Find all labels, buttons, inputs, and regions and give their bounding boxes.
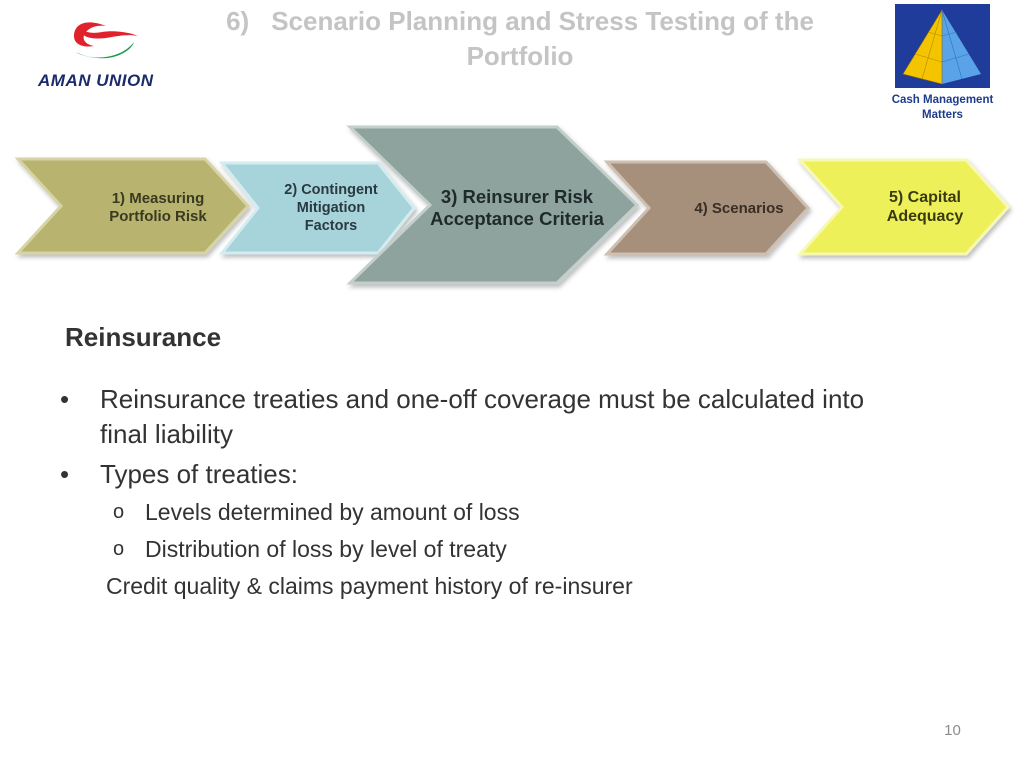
step-5-line-1: 5) Capital (888, 189, 961, 206)
step-2-line-2: Mitigation (296, 200, 366, 216)
step-3-line-2: Acceptance Criteria (430, 208, 604, 229)
sub-bullet-item (113, 497, 945, 527)
bullet-item (60, 382, 960, 452)
circle-bullet-icon: o (113, 501, 125, 523)
step-2-line-1: 2) Contingent (284, 182, 378, 198)
step-3-label (412, 184, 622, 232)
title-number: 6) (226, 6, 250, 36)
pyramid-caption-line-1: Cash Management (891, 94, 994, 106)
bullet-dot-icon: • (60, 459, 70, 489)
step-5-label (862, 186, 988, 228)
title-line-2: Portfolio (466, 41, 574, 71)
step-3-line-1: 3) Reinsurer Risk (440, 186, 594, 207)
brand-name: AMAN UNION (38, 71, 154, 90)
title-line-1: Scenario Planning and Stress Testing of the (271, 6, 814, 36)
process-flow (0, 0, 1024, 300)
step-2-line-3: Factors (304, 218, 358, 234)
bullet-item (60, 457, 960, 492)
step-4-line-1: 4) Scenarios (694, 199, 784, 217)
section-heading: Reinsurance (65, 322, 222, 352)
step-2-label (268, 178, 394, 238)
step-5-line-2: Adequacy (886, 208, 964, 225)
sub-bullet-2-text: Distribution of loss by level of treaty (145, 536, 507, 562)
step-1-line-2: Portfolio Risk (109, 208, 207, 225)
circle-bullet-icon: o (113, 538, 125, 560)
bullet-2-line-1: Types of treaties: (100, 459, 298, 489)
step-1-line-1: 1) Measuring (111, 190, 205, 207)
step-4-label (676, 195, 802, 221)
pyramid-caption-line-2: Matters (922, 109, 963, 121)
bullet-dot-icon: • (60, 384, 70, 414)
plain-text-line: Credit quality & claims payment history of re-insurer (106, 573, 633, 599)
page-number: 10 (944, 722, 961, 739)
step-1-label (88, 186, 228, 230)
bullet-1-line-2: final liability (100, 419, 233, 449)
sub-bullet-1-text: Levels determined by amount of loss (145, 499, 520, 525)
bullet-1-line-1: Reinsurance treaties and one-off coverage must be calculated into (100, 384, 865, 414)
sub-bullet-item (113, 534, 945, 564)
